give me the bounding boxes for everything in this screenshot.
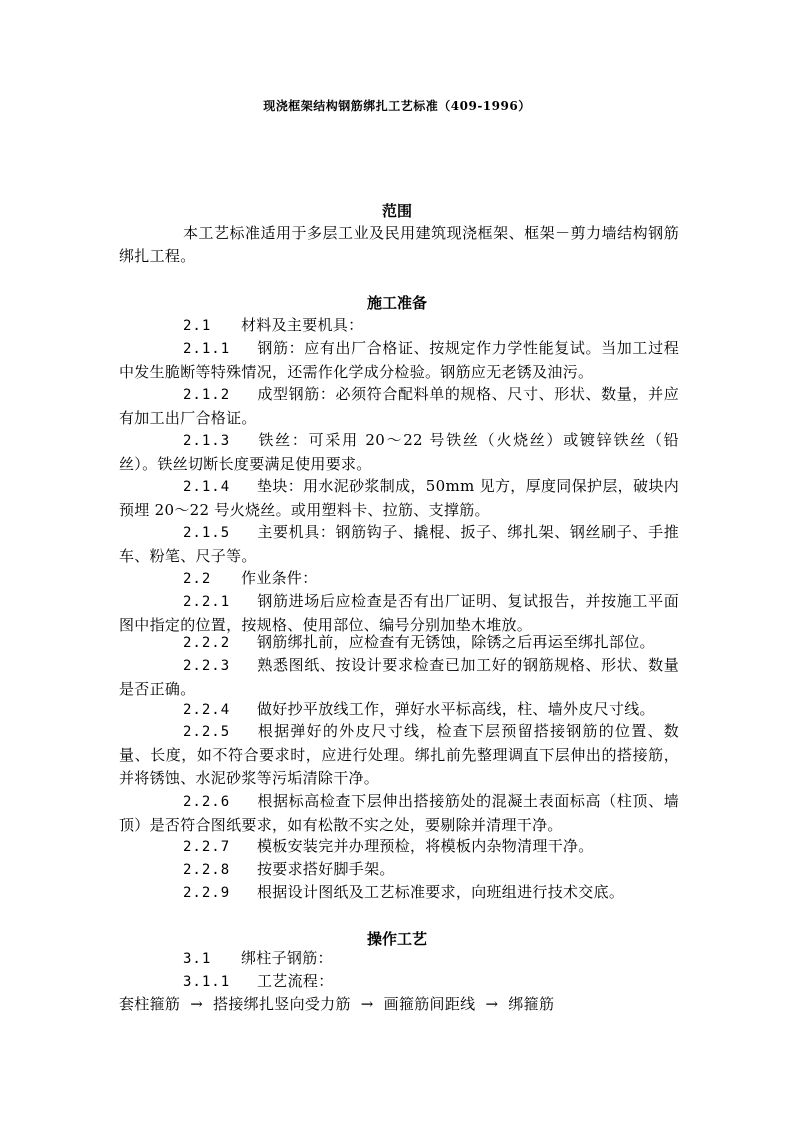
item-number: 2.1.1 bbox=[183, 341, 231, 357]
item-text: 钢筋：应有出厂合格证、按规定作力学性能复试。当加工过程中发生脆断等特殊情况，还需作化学成分检验。钢筋应无老锈及油污。 bbox=[119, 339, 679, 381]
item-text: 主要机具：钢筋钩子、撬棍、扳子、绑扎架、钢丝刷子、手推车、粉笔、尺子等。 bbox=[119, 523, 679, 565]
item-2-2-8 bbox=[183, 858, 395, 882]
item-text: 根据标高检查下层伸出搭接筋处的混凝土表面标高（柱顶、墙顶）是否符合图纸要求，如有松散不实之处，要剔除并清理干净。 bbox=[119, 792, 679, 834]
item-text: 绑柱子钢筋： bbox=[241, 949, 333, 967]
item-2-1 bbox=[183, 314, 363, 338]
item-2-2-4 bbox=[183, 698, 655, 722]
item-number: 2.1.3 bbox=[183, 433, 231, 449]
item-number: 2.2 bbox=[183, 571, 212, 587]
right-arrow-icon: → bbox=[485, 995, 499, 1013]
item-text: 做好抄平放线工作，弹好水平标高线，柱、墙外皮尺寸线。 bbox=[257, 700, 655, 718]
item-number: 2.2.5 bbox=[183, 724, 231, 740]
item-number: 2.2.8 bbox=[183, 862, 231, 878]
item-text: 模板安装完并办理预检，将模板内杂物清理干净。 bbox=[257, 837, 594, 855]
item-2-2-3 bbox=[119, 654, 679, 701]
scope-paragraph: 本工艺标准适用于多层工业及民用建筑现浇框架、框架－剪力墙结构钢筋绑扎工程。 bbox=[119, 224, 679, 265]
right-arrow-icon: → bbox=[190, 995, 204, 1013]
flow-step-2: 搭接绑扎竖向受力筋 bbox=[213, 995, 351, 1013]
item-number: 2.2.3 bbox=[183, 658, 231, 674]
item-number: 2.2.1 bbox=[183, 594, 231, 610]
item-text: 按要求搭好脚手架。 bbox=[257, 860, 395, 878]
item-number: 2.1.2 bbox=[183, 387, 231, 403]
item-number: 2.1.4 bbox=[183, 479, 231, 495]
item-3-1-1 bbox=[183, 970, 334, 994]
document-title: 现浇框架结构钢筋绑扎工艺标准（409-1996） bbox=[263, 99, 531, 113]
item-3-1 bbox=[183, 947, 333, 971]
flow-step-3: 画箍筋间距线 bbox=[383, 995, 476, 1013]
item-number: 2.2.9 bbox=[183, 885, 231, 901]
item-2-2-9 bbox=[183, 881, 624, 905]
item-text: 钢筋绑扎前，应检查有无锈蚀，除锈之后再运至绑扎部位。 bbox=[257, 633, 655, 651]
section-heading-scope: 范围 bbox=[381, 202, 412, 220]
item-2-1-3 bbox=[119, 429, 679, 476]
item-number: 2.2.2 bbox=[183, 635, 231, 651]
section-heading-process: 操作工艺 bbox=[366, 930, 427, 948]
item-number: 2.1.5 bbox=[183, 525, 231, 541]
item-number: 2.2.6 bbox=[183, 794, 231, 810]
item-text: 作业条件： bbox=[241, 569, 318, 587]
item-2-2-1 bbox=[119, 590, 679, 637]
item-2-2-6 bbox=[119, 790, 679, 837]
item-2-2-7 bbox=[183, 835, 594, 859]
item-2-1-1 bbox=[119, 337, 679, 384]
item-text: 熟悉图纸、按设计要求检查已加工好的钢筋规格、形状、数量是否正确。 bbox=[119, 656, 679, 698]
flow-step-1: 套柱箍筋 bbox=[119, 995, 181, 1013]
item-text: 垫块：用水泥砂浆制成，50mm 见方，厚度同保护层，破块内预埋 20～22 号火烧丝。或用塑料卡、拉筋、支撑筋。 bbox=[119, 477, 679, 519]
item-2-2-2 bbox=[183, 631, 655, 655]
item-number: 3.1.1 bbox=[183, 974, 231, 990]
item-2-1-5 bbox=[119, 521, 679, 568]
item-2-1-4 bbox=[119, 475, 679, 522]
item-2-2-5 bbox=[119, 720, 679, 790]
item-number: 2.2.4 bbox=[183, 702, 231, 718]
item-number: 3.1 bbox=[183, 951, 212, 967]
item-number: 2.1 bbox=[183, 318, 212, 334]
item-text: 根据设计图纸及工艺标准要求，向班组进行技术交底。 bbox=[257, 883, 625, 901]
flow-step-4: 绑箍筋 bbox=[508, 995, 555, 1013]
item-text: 钢筋进场后应检查是否有出厂证明、复试报告，并按施工平面图中指定的位置，按规格、使用部位、编号分别加垫木堆放。 bbox=[119, 592, 679, 634]
process-flow bbox=[119, 993, 554, 1016]
item-2-1-2 bbox=[119, 383, 679, 430]
item-text: 工艺流程： bbox=[257, 972, 334, 990]
item-text: 材料及主要机具： bbox=[241, 316, 364, 334]
item-text: 铁丝：可采用 20～22 号铁丝（火烧丝）或镀锌铁丝（铅丝）。铁丝切断长度要满足使用要求。 bbox=[119, 431, 679, 473]
right-arrow-icon: → bbox=[360, 995, 374, 1013]
item-number: 2.2.7 bbox=[183, 839, 231, 855]
item-2-2 bbox=[183, 567, 318, 591]
item-text: 成型钢筋：必须符合配料单的规格、尺寸、形状、数量，并应有加工出厂合格证。 bbox=[119, 385, 679, 427]
item-text: 根据弹好的外皮尺寸线，检查下层预留搭接钢筋的位置、数量、长度，如不符合要求时，应进行处理。绑扎前先整理调直下层伸出的搭接筋，并将锈蚀、水泥砂浆等污垢清除干净。 bbox=[119, 722, 679, 787]
section-heading-prep: 施工准备 bbox=[366, 294, 427, 312]
